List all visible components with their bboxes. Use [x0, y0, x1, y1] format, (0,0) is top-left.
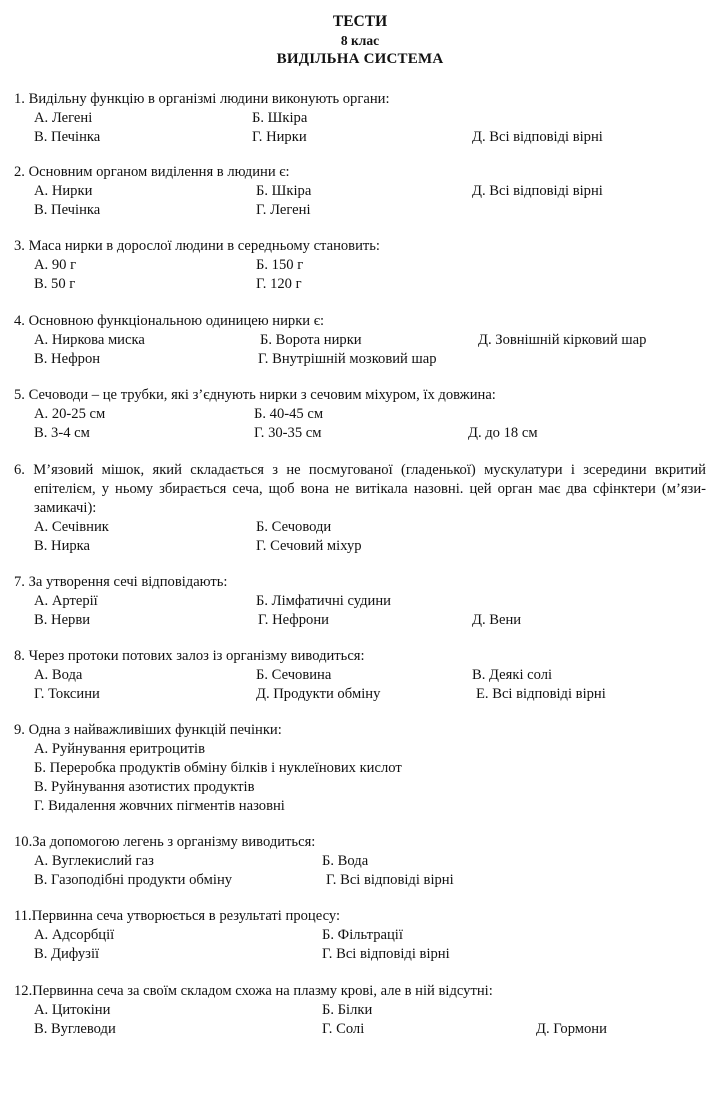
option: В. Нерви	[34, 612, 91, 628]
option: Б. 150 г	[256, 257, 304, 273]
option: Г. Всі відповіді вірні	[322, 946, 450, 962]
options-row	[14, 1001, 704, 1020]
option: А. Нирки	[34, 183, 93, 199]
option: Г. Нирки	[252, 129, 307, 145]
options-row	[14, 945, 704, 964]
option: Г. Сечовий міхур	[256, 538, 362, 554]
options-row	[14, 201, 704, 220]
test-title: ТЕСТИ	[332, 13, 388, 30]
option: А. Цитокіни	[34, 1002, 111, 1018]
options-row	[14, 611, 704, 630]
option: А. Легені	[34, 110, 93, 126]
option: Г. Нефрони	[258, 612, 329, 628]
option: Б. Вода	[322, 853, 369, 869]
question-stem: 7. За утворення сечі відповідають:	[14, 574, 228, 590]
option: Г. Легені	[256, 202, 311, 218]
options-row	[14, 350, 704, 369]
option: Г. 120 г	[256, 276, 302, 292]
question-8	[14, 647, 704, 704]
option: Б. Шкіра	[252, 110, 308, 126]
option: В. Газоподібні продукти обміну	[34, 872, 233, 888]
option: В. Печінка	[34, 202, 101, 218]
options-row	[14, 926, 704, 945]
option: Е. Всі відповіді вірні	[476, 686, 606, 702]
option: В. Печінка	[34, 129, 101, 145]
option: А. Адсорбції	[34, 927, 115, 943]
option: В. Деякі солі	[472, 667, 553, 683]
question-9	[14, 721, 704, 816]
question-stem: 10.За допомогою легень з організму виводиться:	[14, 834, 316, 850]
question-4	[14, 312, 704, 369]
option: Д. Гормони	[536, 1021, 607, 1037]
question-stem: 9. Одна з найважливіших функцій печінки:	[14, 722, 282, 738]
options-row	[14, 128, 704, 147]
option: Г. Внутрішній мозковий шар	[258, 351, 437, 367]
option: Б. Сечовина	[256, 667, 332, 683]
options-row	[14, 256, 704, 275]
option: Д. до 18 см	[468, 425, 538, 441]
options-row	[14, 275, 704, 294]
option: Б. Сечоводи	[256, 519, 332, 535]
question-1	[14, 90, 704, 147]
options-row	[14, 182, 704, 201]
question-stem: 6. М’язовий мішок, який складається з не посмугованої (гладенької) мускулатури і зсередини вкритий епітелієм, у ньому збирається сеча, щоб вона не витікала назовні. цей орган має два сфінктери (м’язи-замикачі):	[14, 462, 706, 516]
question-10	[14, 833, 704, 890]
option: В. 50 г	[34, 276, 76, 292]
options-row	[14, 331, 704, 350]
options-row	[14, 405, 704, 424]
question-stem: 1. Видільну функцію в організмі людини виконують органи:	[14, 91, 390, 107]
option: А. Артерії	[34, 593, 98, 609]
option: Г. Видалення жовчних пігментів назовні	[34, 798, 285, 814]
question-12	[14, 982, 704, 1039]
option: В. 3-4 см	[34, 425, 90, 441]
option: В. Нефрон	[34, 351, 101, 367]
question-stem: 8. Через протоки потових залоз із організму виводиться:	[14, 648, 365, 664]
option: В. Руйнування азотистих продуктів	[34, 779, 255, 795]
option: Д. Всі відповіді вірні	[472, 129, 603, 145]
option: Б. Лімфатичні судини	[256, 593, 391, 609]
question-stem: 2. Основним органом виділення в людини є:	[14, 164, 290, 180]
options-row	[14, 685, 704, 704]
option: Д. Продукти обміну	[256, 686, 381, 702]
question-5	[14, 386, 704, 443]
question-11	[14, 907, 704, 964]
options-row	[14, 871, 704, 890]
grade-label: 8 клас	[340, 33, 380, 48]
options-row	[14, 666, 704, 685]
option: Г. 30-35 см	[254, 425, 322, 441]
option: Г. Всі відповіді вірні	[326, 872, 454, 888]
option: Г. Солі	[322, 1021, 365, 1037]
options-row	[14, 537, 704, 556]
options-row	[14, 424, 704, 443]
question-stem: 4. Основною функціональною одиницею нирки є:	[14, 313, 325, 329]
option: Д. Зовнішній кірковий шар	[478, 332, 647, 348]
subject-title: ВИДІЛЬНА СИСТЕМА	[276, 51, 444, 67]
question-2	[14, 163, 704, 220]
option: А. 90 г	[34, 257, 77, 273]
option: Б. 40-45 см	[254, 406, 324, 422]
option: А. Руйнування еритроцитів	[34, 741, 205, 757]
option: Д. Всі відповіді вірні	[472, 183, 603, 199]
options-row	[14, 592, 704, 611]
option: Б. Шкіра	[256, 183, 312, 199]
question-stem: 12.Первинна сеча за своїм складом схожа на плазму крові, але в ній відсутні:	[14, 983, 493, 999]
option: Б. Фільтрації	[322, 927, 403, 943]
option: Б. Білки	[322, 1002, 373, 1018]
options-row	[14, 518, 704, 537]
options-row	[14, 852, 704, 871]
question-stem: 5. Сечоводи – це трубки, які з’єднують нирки з сечовим міхуром, їх довжина:	[14, 387, 496, 403]
question-stem: 3. Маса нирки в дорослої людини в середньому становить:	[14, 238, 380, 254]
options-row	[14, 1020, 704, 1039]
option: А. Вода	[34, 667, 83, 683]
option: В. Вуглеводи	[34, 1021, 116, 1037]
option: А. Сечівник	[34, 519, 109, 535]
option: Б. Ворота нирки	[260, 332, 362, 348]
question-stem: 11.Первинна сеча утворюється в результаті процесу:	[14, 908, 341, 924]
question-7	[14, 573, 704, 630]
option: А. Вуглекислий газ	[34, 853, 154, 869]
question-3	[14, 237, 704, 294]
option: А. 20-25 см	[34, 406, 106, 422]
option: В. Нирка	[34, 538, 91, 554]
option: Д. Вени	[472, 612, 522, 628]
option: В. Дифузії	[34, 946, 100, 962]
options-row	[14, 109, 704, 128]
question-6	[14, 461, 704, 556]
option: Б. Переробка продуктів обміну білків і нуклеїнових кислот	[34, 760, 402, 776]
option: Г. Токсини	[34, 686, 100, 702]
option: А. Ниркова миска	[34, 332, 145, 348]
